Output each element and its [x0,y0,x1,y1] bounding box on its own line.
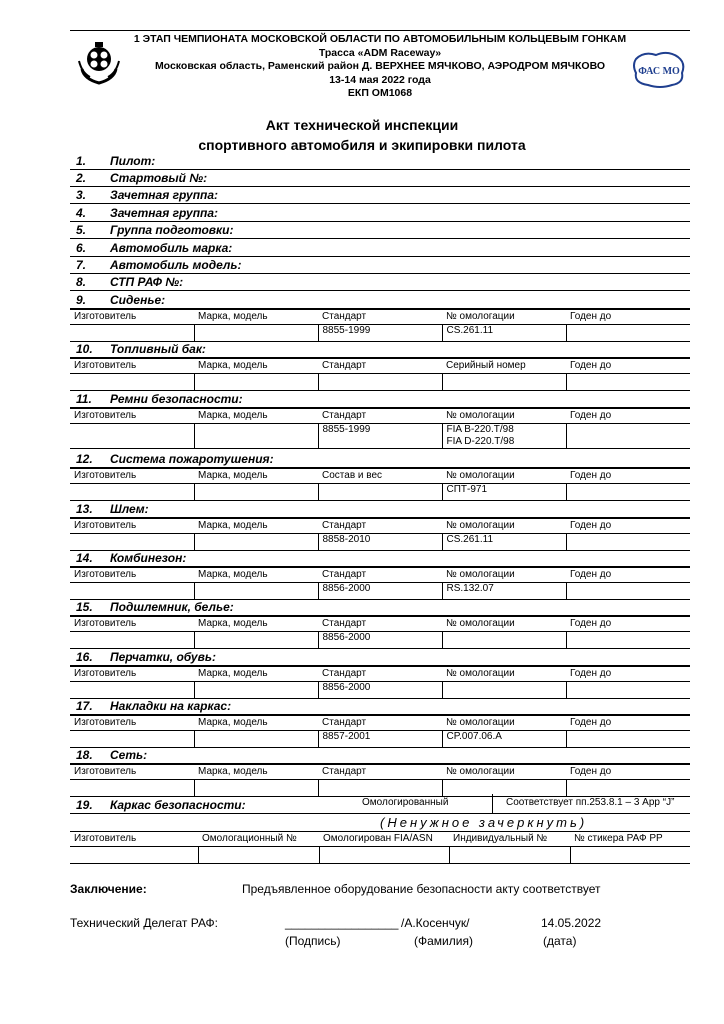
table-header-cell: Изготовитель [70,568,194,583]
table-header-cell: № омологации [442,568,566,583]
table-header-cell: Марка, модель [194,310,318,325]
table-header-cell: Марка, модель [194,359,318,374]
table-cell [198,847,319,864]
section-row [70,451,690,468]
cage-option-divider [492,794,493,814]
table-header-cell: Стандарт [318,716,442,731]
table-cell [70,847,198,864]
table-cell [442,424,566,449]
section-row [70,747,690,764]
table-cell-value: 8856-2000 [322,632,371,643]
table-cell [442,484,566,501]
equipment-table [70,518,690,551]
equipment-table [70,567,690,600]
cage-option-homologated: Омологированный [362,797,449,808]
table-header-cell: Марка, модель [194,469,318,484]
table-header-cell: Изготовитель [70,409,194,424]
table-header-cell: Серийный номер [442,359,566,374]
table-cell [442,583,566,600]
header-line-5: ЕКП ОМ1068 [347,87,413,99]
table-header-cell: Изготовитель [70,832,198,847]
table-header-cell: Годен до [566,310,690,325]
cage-number: 19. [76,798,93,812]
section-number: 12. [76,452,93,466]
section-row [70,501,690,518]
section-number: 10. [76,342,93,356]
table-header-cell: № омологации [442,310,566,325]
field-label: Автомобиль марка: [110,241,233,255]
table-header-row [70,469,690,484]
cage-label: Каркас безопасности: [110,798,246,812]
section-label: Перчатки, обувь: [110,650,216,664]
section-label: Топливный бак: [110,342,206,356]
table-cell [566,374,690,391]
form-field-row [70,257,690,274]
table-header-cell: Стандарт [318,409,442,424]
field-number: 4. [76,206,87,220]
table-header-cell: Годен до [566,519,690,534]
signature-line: _________________ [285,916,399,930]
table-cell [442,682,566,699]
table-value-row [70,424,690,449]
page-title: Акт технической инспекции [265,117,459,133]
table-cell [194,484,318,501]
table-cell-value: CS.261.11 [446,325,494,336]
table-cell [194,731,318,748]
table-header-cell: Изготовитель [70,617,194,632]
table-cell [194,583,318,600]
table-cell [566,325,690,342]
table-header-cell: Марка, модель [194,519,318,534]
field-number: 6. [76,241,87,255]
header-line-4: 13-14 мая 2022 года [329,73,431,86]
document-header [70,30,690,102]
conclusion-text: Предъявленное оборудование безопасности акту соответствует [242,882,601,896]
table-cell [319,847,449,864]
table-header-cell: Изготовитель [70,519,194,534]
section-number: 15. [76,600,93,614]
form-field-row [70,187,690,204]
championship-emblem-icon [76,39,122,85]
table-cell-value: FIA B-220.T/98 [446,424,514,435]
table-header-row [70,568,690,583]
table-cell [566,534,690,551]
table-cell [194,424,318,449]
table-cell [70,632,194,649]
table-cell-value: CS.261.11 [446,534,494,545]
table-header-cell: Годен до [566,667,690,682]
field-number: 5. [76,223,87,237]
table-cell [566,632,690,649]
section-number: 16. [76,650,93,664]
field-label: Группа подготовки: [110,223,234,237]
table-cell-value: 8857-2001 [322,731,371,742]
table-header-cell: Годен до [566,409,690,424]
table-header-cell: № омологации [442,765,566,780]
table-cell [566,484,690,501]
table-cell [70,731,194,748]
field-label: Зачетная группа: [110,188,219,202]
table-cell [318,632,442,649]
section-row [70,341,690,358]
table-cell [442,731,566,748]
table-cell-value: CP.007.06.A [446,731,502,742]
table-header-row [70,409,690,424]
table-header-cell: Индивидуальный № [449,832,570,847]
table-header-cell: Годен до [566,469,690,484]
table-header-cell: Марка, модель [194,667,318,682]
field-number: 7. [76,258,87,272]
table-cell-value: 8855-1999 [322,424,371,435]
table-cell [566,583,690,600]
table-value-row [70,484,690,501]
table-header-cell: Марка, модель [194,617,318,632]
table-cell [194,325,318,342]
section-row [70,599,690,616]
table-header-cell: Годен до [566,359,690,374]
section-label: Сиденье: [110,293,166,307]
table-cell [566,731,690,748]
conclusion-label: Заключение: [70,882,147,896]
table-cell-value: 8856-2000 [322,583,371,594]
table-cell [318,583,442,600]
table-header-row [70,359,690,374]
section-label: Накладки на каркас: [110,699,232,713]
table-header-cell: Омологационный № [198,832,319,847]
section-label: Ремни безопасности: [110,392,243,406]
table-value-row [70,374,690,391]
field-number: 8. [76,275,87,289]
section-row [70,649,690,666]
header-line-2: Трасса «ADM Raceway» [318,46,442,59]
table-cell-value: 8855-1999 [322,325,371,336]
table-value-row [70,682,690,699]
signature-caption-sign: (Подпись) [285,934,341,948]
table-cell [70,484,194,501]
fas-mo-logo-text: ФАС МО [638,66,680,77]
field-label: Автомобиль модель: [110,258,242,272]
signature-role: Технический Делегат РАФ: [70,916,219,930]
table-header-cell: Годен до [566,617,690,632]
table-header-cell: Изготовитель [70,765,194,780]
header-line-1: 1 ЭТАП ЧЕМПИОНАТА МОСКОВСКОЙ ОБЛАСТИ ПО АВТОМОБИЛЬНЫМ КОЛЬЦЕВЫМ ГОНКАМ [133,33,627,45]
table-cell [70,325,194,342]
table-cell [70,424,194,449]
cage-option-appendix-j: Соответствует пп.253.8.1 – 3 App “J” [506,797,675,808]
table-header-cell: Состав и вес [318,469,442,484]
section-number: 11. [76,392,92,406]
section-row [70,292,690,309]
section-number: 9. [76,293,87,307]
equipment-table [70,666,690,699]
form-field-row [70,205,690,222]
table-cell-value: 8856-2000 [322,682,371,693]
table-header-row [70,667,690,682]
table-header-cell: Марка, модель [194,568,318,583]
table-header-cell: Стандарт [318,519,442,534]
table-header-cell: Марка, модель [194,409,318,424]
table-cell-value-2: FIA D-220.T/98 [446,436,515,447]
table-cell [449,847,570,864]
table-header-cell: Годен до [566,716,690,731]
section-number: 18. [76,748,93,762]
strike-through-note: (Ненужное зачеркнуть) [380,815,588,830]
table-cell [442,374,566,391]
table-cell [70,682,194,699]
table-cell [70,374,194,391]
table-header-cell: № омологации [442,519,566,534]
table-header-row [70,765,690,780]
section-label: Шлем: [110,502,149,516]
table-header-cell: № омологации [442,667,566,682]
table-value-row [70,583,690,600]
table-cell [70,534,194,551]
table-header-cell: Годен до [566,765,690,780]
table-cell [194,534,318,551]
table-cell [442,325,566,342]
header-line-3: Московская область, Раменский район Д. ВЕРХНЕЕ МЯЧКОВО, АЭРОДРОМ МЯЧКОВО [154,60,606,72]
section-row [70,698,690,715]
table-cell [318,424,442,449]
form-field-row [70,153,690,170]
table-header-cell: № омологации [442,469,566,484]
table-cell [318,325,442,342]
table-cell-value: СПТ-971 [446,484,488,495]
fas-mo-logo-icon [630,49,688,89]
equipment-table [70,309,690,342]
table-value-row [70,325,690,342]
table-header-cell: № омологации [442,617,566,632]
table-header-cell: Изготовитель [70,310,194,325]
table-header-cell: Изготовитель [70,667,194,682]
section-row [70,550,690,567]
form-field-row [70,274,690,291]
table-header-cell: Марка, модель [194,765,318,780]
field-label: Стартовый №: [110,171,208,185]
table-value-row [70,632,690,649]
section-number: 17. [76,699,93,713]
section-row [70,391,690,408]
table-header-row [70,617,690,632]
table-cell [442,632,566,649]
table-cell [318,534,442,551]
field-number: 3. [76,188,87,202]
table-header-row [70,519,690,534]
table-header-cell: № стикера РАФ РР [570,832,690,847]
table-cell [442,534,566,551]
table-cell [194,374,318,391]
table-cell [318,682,442,699]
form-field-row [70,222,690,239]
table-cell-value: 8858-2010 [322,534,371,545]
equipment-table [70,358,690,391]
form-field-row [70,240,690,257]
table-header-cell: № омологации [442,409,566,424]
table-cell [194,682,318,699]
table-header-cell: Годен до [566,568,690,583]
table-value-row [70,534,690,551]
table-header-cell: Стандарт [318,617,442,632]
equipment-table [70,715,690,748]
section-label: Подшлемник, белье: [110,600,234,614]
cage-section-row [70,794,690,814]
signature-date: 14.05.2022 [541,916,602,930]
field-number: 1. [76,154,87,168]
equipment-table [70,764,690,797]
table-cell [70,583,194,600]
section-label: Комбинезон: [110,551,187,565]
field-number: 2. [76,171,87,185]
signature-name: /А.Косенчук/ [401,916,470,930]
equipment-table [70,468,690,501]
field-label: СТП РАФ №: [110,275,184,289]
table-header-cell: Омологирован FIA/ASN [319,832,449,847]
section-number: 13. [76,502,93,516]
table-header-cell: Стандарт [318,310,442,325]
table-header-cell: Стандарт [318,667,442,682]
table-cell [566,682,690,699]
section-label: Сеть: [110,748,148,762]
table-cell [318,731,442,748]
cage-table-value-row [70,847,690,864]
table-header-cell: Стандарт [318,359,442,374]
table-cell [194,632,318,649]
table-header-row [70,716,690,731]
table-header-cell: Марка, модель [194,716,318,731]
equipment-table [70,616,690,649]
table-header-cell: Стандарт [318,765,442,780]
form-field-row [70,170,690,187]
table-value-row [70,731,690,748]
table-header-row [70,310,690,325]
table-cell [566,424,690,449]
table-cell [318,484,442,501]
table-header-cell: Изготовитель [70,716,194,731]
signature-caption-date: (дата) [543,934,577,948]
table-header-cell: Изготовитель [70,359,194,374]
table-cell [570,847,690,864]
table-cell-value: RS.132.07 [446,583,494,594]
table-cell [318,374,442,391]
table-header-cell: Изготовитель [70,469,194,484]
table-header-cell: № омологации [442,716,566,731]
page-subtitle: спортивного автомобиля и экипировки пилота [198,137,526,153]
cage-table [70,831,690,864]
section-number: 14. [76,551,93,565]
signature-caption-name: (Фамилия) [414,934,473,948]
header-text [130,33,630,101]
equipment-table [70,408,690,449]
field-label: Зачетная группа: [110,206,219,220]
field-label: Пилот: [110,154,156,168]
section-label: Система пожаротушения: [110,452,274,466]
table-header-cell: Стандарт [318,568,442,583]
cage-table-header-row [70,832,690,847]
